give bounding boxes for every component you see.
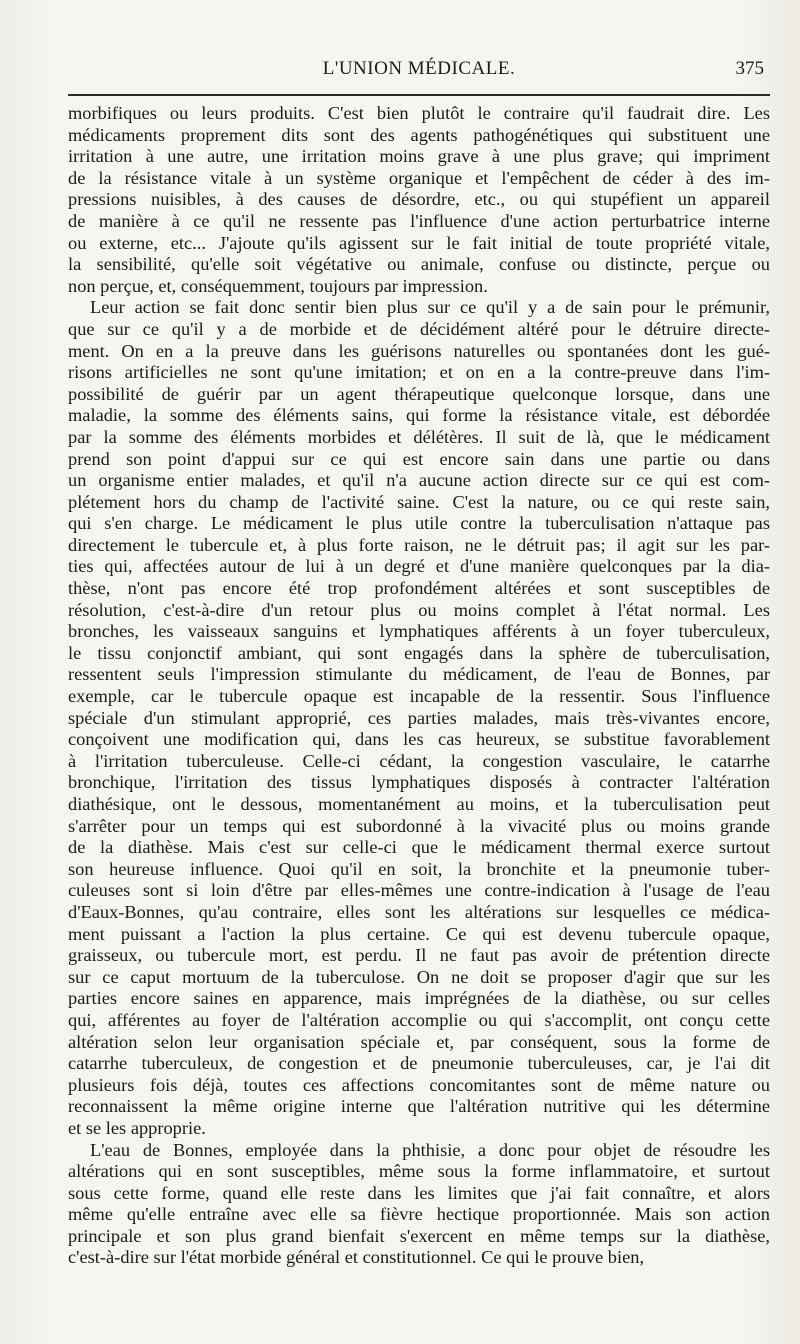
text-line: plusieurs fois déjà, toutes ces affections concomitantes sont de même nature ou <box>68 1074 770 1095</box>
text-line: plétement hors du champ de l'activité saine. C'est la nature, ou ce qui reste sain, <box>68 491 770 512</box>
text-line: directement le tubercule et, à plus forte raison, ne le détruit pas; il agit sur les par- <box>68 534 770 555</box>
text-line: Leur action se fait donc sentir bien plus sur ce qu'il y a de sain pour le prémunir, <box>90 297 770 318</box>
text-line: diathésique, ont le dessous, momentanément au moins, et la tuberculisation peut <box>68 794 770 814</box>
text-line: L'eau de Bonnes, employée dans la phthisie, a donc pour objet de résoudre les <box>90 1139 770 1160</box>
text-line: et se les approprie. <box>68 1117 206 1138</box>
text-line: médicaments proprement dits sont des agents pathogénétiques qui substituent une <box>68 124 770 145</box>
article-body <box>68 103 770 1269</box>
text-line: prend son point d'appui sur ce qui est encore sain dans une partie ou dans <box>68 448 770 469</box>
text-line: de manière à ce qu'il ne ressente pas l'influence d'une action perturbatrice interne <box>68 210 770 231</box>
text-line: sous cette forme, quand elle reste dans les limites que j'ai fait connaître, et alors <box>68 1182 770 1203</box>
text-line: qui, afférentes au foyer de l'altération accomplie ou qui s'accomplit, ont conçu cette <box>68 1009 770 1030</box>
running-head <box>68 58 770 88</box>
text-line: exemple, car le tubercule opaque est incapable de la ressentir. Sous l'influence <box>68 686 770 707</box>
text-line: son heureuse influence. Quoi qu'il en soit, la bronchite et la pneumonie tuber- <box>68 858 770 879</box>
text-line: c'est-à-dire sur l'état morbide général et constitutionnel. Ce qui le prouve bien, <box>68 1247 645 1268</box>
text-line: d'Eaux-Bonnes, qu'au contraire, elles sont les altérations sur lesquelles ce médica- <box>68 901 770 922</box>
text-line: non perçue, et, conséquemment, toujours par impression. <box>68 275 488 296</box>
text-line: la sensibilité, qu'elle soit végétative ou animale, confuse ou distincte, perçue ou <box>68 254 770 275</box>
text-line: altérations qui en sont susceptibles, même sous la forme inflammatoire, et surtout <box>68 1161 770 1182</box>
text-line: même qu'elle entraîne avec elle sa fièvre hectique proportionnée. Mais son action <box>68 1204 770 1225</box>
text-line: morbifiques ou leurs produits. C'est bien plutôt le contraire qu'il faudrait dire. Les <box>68 103 770 123</box>
text-line: risons artificielles ne sont qu'une imitation; et on en a la contre-preuve dans l'im- <box>68 362 770 383</box>
text-line: irritation à une autre, une irritation moins grave à une plus grave; qui impriment <box>68 146 770 167</box>
text-line: de la résistance vitale à un système organique et l'empêchent de céder à des im- <box>68 167 770 188</box>
text-line: par la somme des éléments morbides et délétères. Il suit de là, que le médicament <box>68 426 770 447</box>
text-line: ment puissant a l'action la plus certaine. Ce qui est devenu tubercule opaque, <box>68 923 770 944</box>
paragraph <box>68 1140 770 1270</box>
text-line: un organisme entier malades, et qu'il n'a aucune action directe sur ce qui est com- <box>68 470 770 491</box>
text-line: catarrhe tuberculeux, de congestion et de pneumonie tuberculeuses, car, je l'ai dit <box>68 1053 770 1074</box>
text-line: bronchique, l'irritation des tissus lymphatiques disposés à contracter l'altération <box>68 772 770 793</box>
text-line: bronches, les vaisseaux sanguins et lymphatiques afférents à un foyer tuberculeux, <box>68 621 770 642</box>
text-line: sur ce caput mortuum de la tuberculose. On ne doit se proposer d'agir que sur les <box>68 966 770 987</box>
text-line: pressions nuisibles, à des causes de désordre, etc., ou qui stupéfient un appareil <box>68 189 770 210</box>
text-line: maladie, la somme des éléments sains, qui forme la résistance vitale, est débordée <box>68 405 770 426</box>
journal-title: L'UNION MÉDICALE. <box>322 58 516 79</box>
text-line: thèse, n'ont pas encore été trop profondément altérées et sont susceptibles de <box>68 578 770 599</box>
text-line: conçoivent une modification qui, dans les cas heureux, se substitue favorablement <box>68 729 770 750</box>
text-line: graisseux, ou tubercule mort, est perdu. Il ne faut pas avoir de prétention directe <box>68 945 770 966</box>
text-line: ressentent seuls l'impression stimulante du médicament, de l'eau de Bonnes, par <box>68 664 770 685</box>
text-line: s'arrêter pour un temps qui est subordonné à la vivacité plus ou moins grande <box>68 815 770 836</box>
text-line: principale et son plus grand bienfait s'exercent en même temps sur la diathèse, <box>68 1225 770 1246</box>
page-number: 375 <box>735 58 764 79</box>
text-line: possibilité de guérir par un agent thérapeutique quelconque lorsque, dans une <box>68 383 770 404</box>
paragraph <box>68 103 770 297</box>
text-line: ties qui, affectées autour de lui à un degré et d'une manière quelconques par la dia- <box>68 556 770 577</box>
text-line: résolution, c'est-à-dire d'un retour plus ou moins complet à l'état normal. Les <box>68 599 770 620</box>
paragraph <box>68 297 770 1139</box>
text-line: que sur ce qu'il y a de morbide et de décidément altéré pour le détruire directe- <box>68 318 770 339</box>
text-line: spéciale d'un stimulant approprié, ces parties malades, mais très-vivantes encore, <box>68 707 770 728</box>
text-line: ou externe, etc... J'ajoute qu'ils agissent sur le fait initial de toute propriété vitale, <box>68 232 770 253</box>
text-line: parties encore saines en apparence, mais imprégnées de la diathèse, ou sur celles <box>68 988 770 1009</box>
text-line: à l'irritation tuberculeuse. Celle-ci cédant, la congestion vasculaire, le catarrhe <box>68 750 770 771</box>
text-line: qui s'en charge. Le médicament le plus utile contre la tuberculisation n'attaque pas <box>68 513 770 534</box>
text-line: reconnaissent la même origine interne que l'altération nutritive qui les détermine <box>68 1096 770 1117</box>
text-line: ment. On en a la preuve dans les guérisons naturelles ou spontanées dont les gué- <box>68 340 770 361</box>
text-line: le tissu conjonctif ambiant, qui sont engagés dans la sphère de tuberculisation, <box>68 642 770 663</box>
text-line: de la diathèse. Mais c'est sur celle-ci que le médicament thermal exerce surtout <box>68 837 770 858</box>
header-rule <box>68 94 770 96</box>
text-line: culeuses sont si loin d'être par elles-mêmes une contre-indication à l'usage de l'eau <box>68 880 770 901</box>
text-line: altération selon leur organisation spéciale et, par conséquent, sous la forme de <box>68 1031 770 1052</box>
